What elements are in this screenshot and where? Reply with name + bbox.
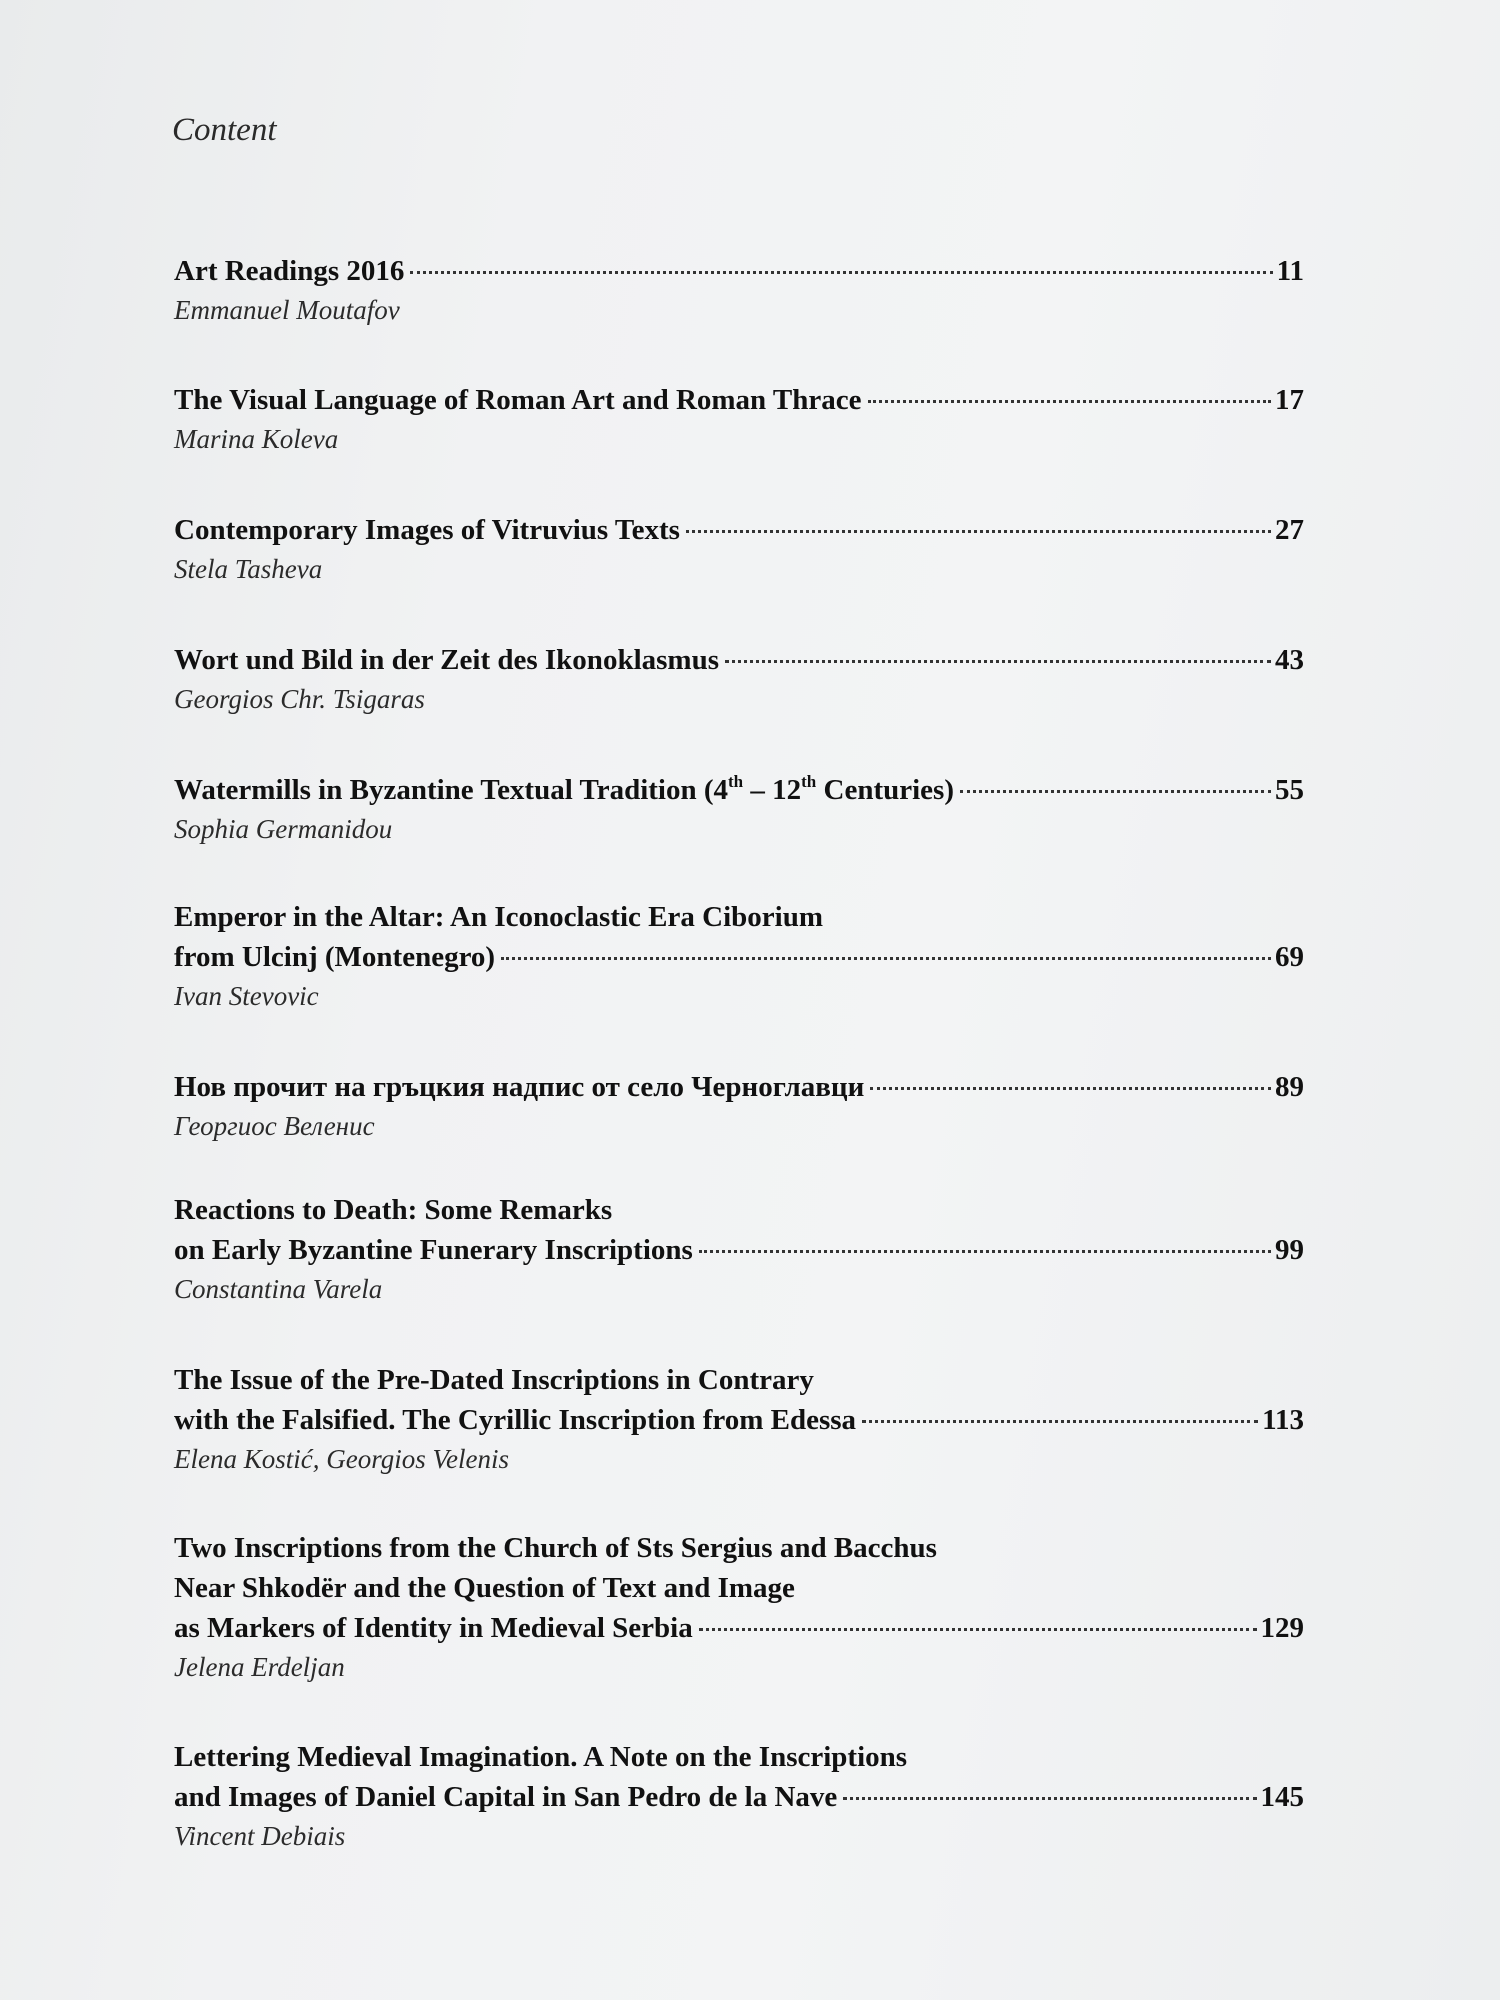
title-part: Watermills in Byzantine Textual Tradition (4 [174,774,729,806]
toc-author: Jelena Erdeljan [174,1652,345,1682]
toc-entry [174,1360,1304,1478]
title-part: Centuries) [816,774,954,806]
page-number: 89 [1275,1071,1304,1103]
toc-author: Constantina Varela [174,1274,383,1304]
dot-leader [699,1628,1257,1631]
toc-title-line [174,937,1304,977]
toc-title-text: Нов прочит на гръцкия надпис от село Черноглавци [174,1071,865,1103]
toc-author: Vincent Debiais [174,1821,346,1851]
toc-title-text: Lettering Medieval Imagination. A Note on the Inscriptions [174,1741,908,1773]
toc-title-line [174,380,1304,420]
page-number: 99 [1275,1234,1304,1266]
dot-leader [870,1087,1271,1090]
toc-title-text: from Ulcinj (Montenegro) [174,941,496,973]
toc-title-text: with the Falsified. The Cyrillic Inscription from Edessa [174,1404,857,1436]
ordinal-suffix: th [728,772,744,791]
dot-leader [410,271,1272,274]
page-title: Content [172,112,277,148]
toc-title-line [174,1777,1304,1817]
page-number: 55 [1275,774,1304,806]
toc-title-line [174,1067,1304,1107]
toc-author: Elena Kostić, Georgios Velenis [174,1444,509,1474]
toc-author: Marina Koleva [174,424,339,454]
toc-entry [174,770,1304,848]
page-number: 145 [1260,1781,1304,1813]
dot-leader [843,1797,1256,1800]
toc-title-text: on Early Byzantine Funerary Inscriptions [174,1234,693,1266]
toc-title-text: Emperor in the Altar: An Iconoclastic Era Ciborium [174,901,823,933]
toc-author: Георгиос Веленис [174,1111,375,1141]
page-number: 69 [1275,941,1304,973]
toc-author: Emmanuel Moutafov [174,295,400,325]
dot-leader [699,1250,1271,1253]
toc-entry [174,640,1304,718]
page-number: 43 [1275,644,1304,676]
toc-entry [174,897,1304,1015]
toc-title-line [174,1360,1304,1400]
dot-leader [960,790,1271,793]
ordinal-suffix: th [801,772,817,791]
toc-title-text: Art Readings 2016 [174,255,405,287]
page-number: 129 [1260,1612,1304,1644]
toc-title-text: The Issue of the Pre-Dated Inscriptions in Contrary [174,1364,814,1396]
toc-title-line [174,897,1304,937]
toc-title-text: Contemporary Images of Vitruvius Texts [174,514,680,546]
page-number: 17 [1275,384,1304,416]
toc-title-line [174,770,1304,810]
toc-title-line [174,251,1304,291]
toc-title-text: Two Inscriptions from the Church of Sts Sergius and Bacchus [174,1532,937,1564]
toc-title-text: Reactions to Death: Some Remarks [174,1194,613,1226]
toc-entry [174,1067,1304,1145]
toc-author: Ivan Stevovic [174,981,319,1011]
page-number: 113 [1262,1404,1304,1436]
toc-title-line [174,1400,1304,1440]
toc-title-line [174,1230,1304,1270]
toc-title-line [174,1568,1304,1608]
toc-title-text: as Markers of Identity in Medieval Serbia [174,1612,693,1644]
dot-leader [686,530,1271,533]
toc-author: Georgios Chr. Tsigaras [174,684,425,714]
toc-author: Stela Tasheva [174,554,323,584]
dot-leader [862,1420,1258,1423]
toc-title-text: The Visual Language of Roman Art and Roman Thrace [174,384,862,416]
toc-entry [174,1737,1304,1855]
dot-leader [725,660,1271,663]
toc-title-line [174,510,1304,550]
toc-entry [174,510,1304,588]
toc-title-text: and Images of Daniel Capital in San Pedro de la Nave [174,1781,838,1813]
toc-title-text: Near Shkodër and the Question of Text and Image [174,1572,795,1604]
toc-title-line [174,640,1304,680]
page-number: 27 [1275,514,1304,546]
toc-title-line [174,1737,1304,1777]
dot-leader [501,957,1271,960]
toc-title-line [174,1608,1304,1648]
toc-author: Sophia Germanidou [174,814,393,844]
toc-entry [174,1190,1304,1308]
title-part: – 12 [743,774,802,806]
toc-title-text: Wort und Bild in der Zeit des Ikonoklasmus [174,644,719,676]
page-number: 11 [1276,255,1304,287]
dot-leader [868,400,1272,403]
toc-title-text [174,770,954,810]
toc-title-line [174,1528,1304,1568]
toc-title-line [174,1190,1304,1230]
toc-entry [174,1528,1304,1686]
toc-entry [174,380,1304,458]
toc-entry [174,251,1304,329]
